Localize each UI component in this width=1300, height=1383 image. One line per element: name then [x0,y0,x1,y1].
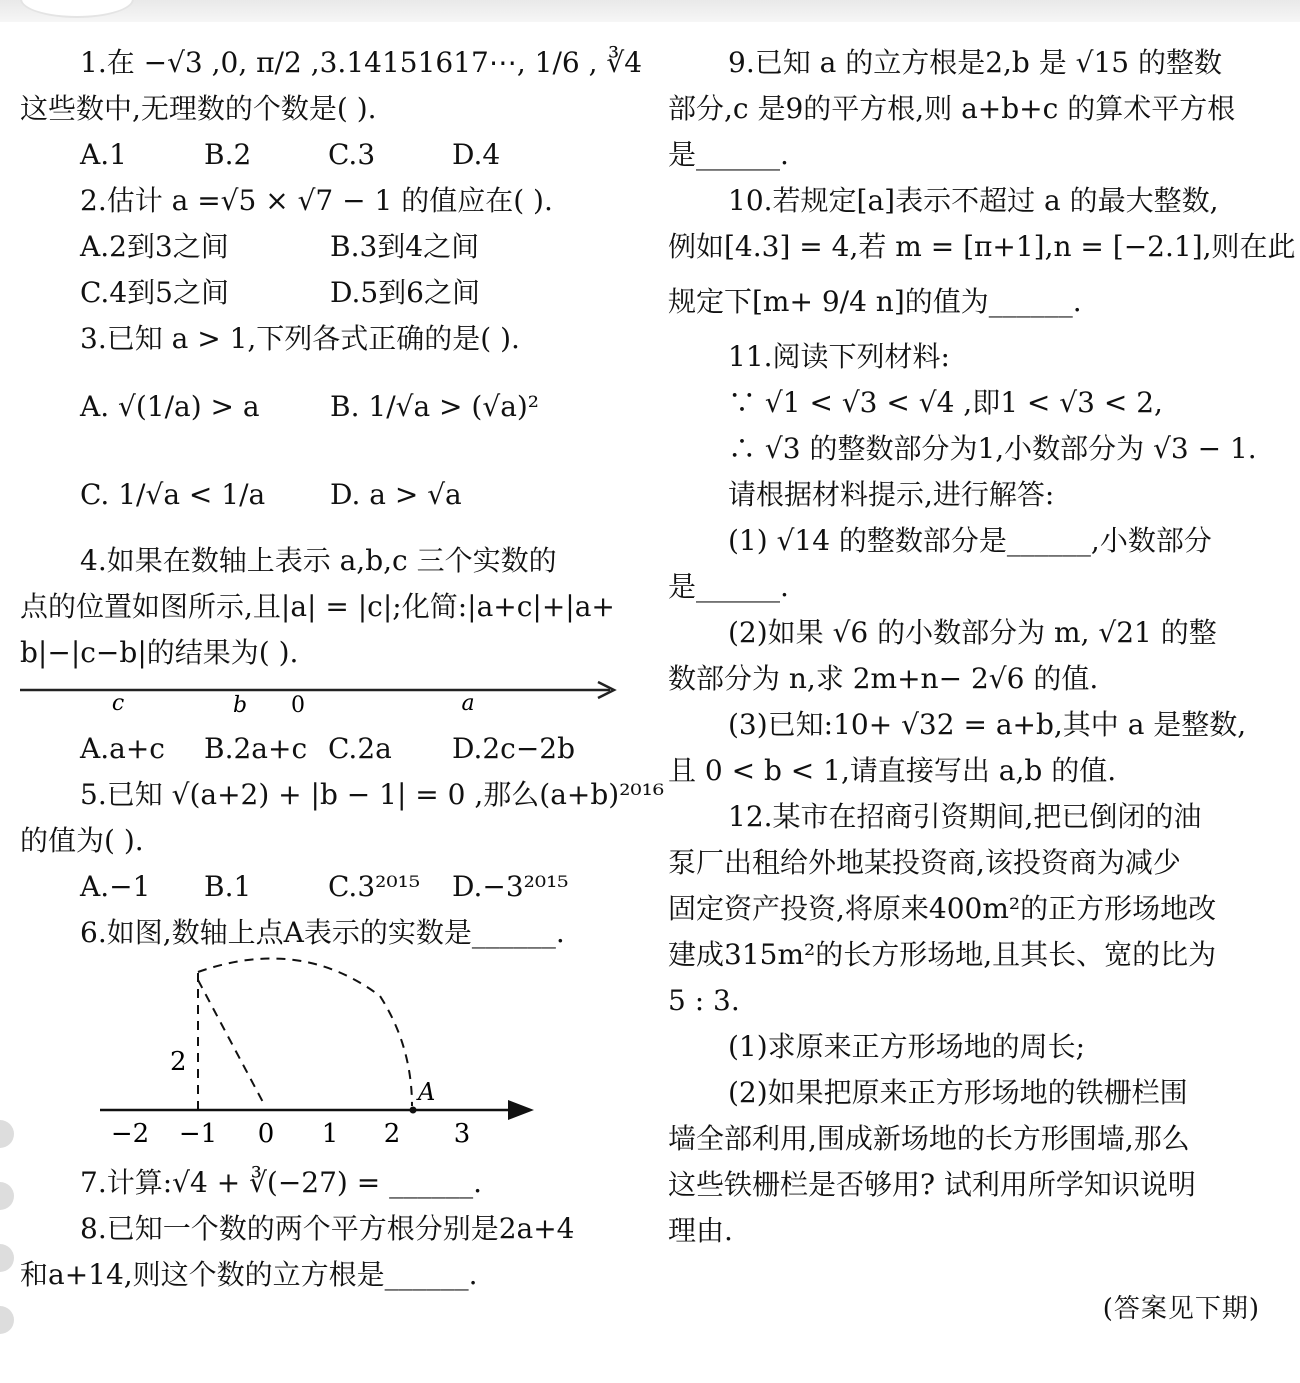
q3-option-a: A. √(1/a) > a [80,389,260,423]
q1-option-d: D.4 [452,138,501,171]
q9-line3: 是______. [668,138,789,171]
q12-sub1: (1)求原来正方形场地的周长; [728,1030,1086,1063]
left-column [20,40,665,1298]
q2-option-d: D.5到6之间 [330,276,480,309]
q8-line1: 8.已知一个数的两个平方根分别是2a+4 [80,1212,575,1245]
q11-part2-line2: 数部分为 n,求 2m+n− 2√6 的值. [668,662,1099,695]
q4-line3: b|−|c−b|的结果为( ). [20,636,299,669]
q2-options-row1 [20,224,620,270]
q3-option-c: C. 1/√a < 1/a [80,477,266,511]
q12-line1: 12.某市在招商引资期间,把已倒闭的油 [728,800,1202,833]
q4-option-c: C.2a [328,732,392,765]
q4-label-a: a [461,691,475,716]
q11-line2: ∴ √3 的整数部分为1,小数部分为 √3 − 1. [728,432,1257,465]
q3-option-b: B. 1/√a > (√a)² [330,389,540,423]
q5-options [20,864,620,910]
q2-options-row2 [20,270,620,316]
q12-line4: 建成315m²的长方形场地,且其长、宽的比为 [668,938,1217,971]
q4-options [20,726,620,772]
q11-title: 11.阅读下列材料: [728,340,950,373]
q4-option-b: B.2a+c [204,732,308,765]
q4-number-line [20,676,620,722]
q3-stem: 3.已知 a > 1,下列各式正确的是( ). [80,322,520,355]
q6-tick-neg1: −1 [178,1119,218,1149]
header-decoration [20,0,134,18]
q5-option-d: D.−3²⁰¹⁵ [452,870,569,903]
q5-option-c: C.3²⁰¹⁵ [328,870,421,903]
q7-stem: 7.计算:√4 + ∛(−27) = ______. [80,1166,483,1199]
q9-line1: 9.已知 a 的立方根是2,b 是 √15 的整数 [728,46,1223,79]
q5-option-b: B.1 [204,870,252,903]
binding-rings [0,1120,14,1350]
q6-point-a [410,1107,417,1114]
q9-line2: 部分,c 是9的平方根,则 a+b+c 的算术平方根 [668,92,1236,125]
q6-tick-2: 2 [383,1119,401,1149]
q11-part3-line1: (3)已知:10+ √32 = a+b,其中 a 是整数, [728,708,1247,741]
q12-sub2-line3: 这些铁栅栏是否够用? 试利用所学知识说明 [668,1168,1196,1201]
q3-options-row1 [20,362,620,450]
q4-label-zero: 0 [291,693,305,718]
q6-tick-3: 3 [453,1119,471,1149]
q6-tick-neg2: −2 [110,1119,150,1149]
q6-tick-0: 0 [257,1119,275,1149]
q11-part3-line2: 且 0 < b < 1,请直接写出 a,b 的值. [668,754,1117,787]
q6-height-label: 2 [170,1047,187,1077]
q1-option-c: C.3 [328,138,376,171]
q2-option-c: C.4到5之间 [80,276,229,309]
q12-sub2-line1: (2)如果把原来正方形场地的铁栅栏围 [728,1076,1188,1109]
q12-sub2-line4: 理由. [668,1214,733,1247]
q2-stem: 2.估计 a =√5 × √7 − 1 的值应在( ). [80,184,553,217]
q6-label-a: A [418,1078,436,1106]
q4-line2: 点的位置如图所示,且|a| = |c|;化简:|a+c|+|a+ [20,590,615,623]
q11-part2-line1: (2)如果 √6 的小数部分为 m, √21 的整 [728,616,1217,649]
q6-arc [198,959,412,1107]
q11-part1-line1: (1) √14 的整数部分是______,小数部分 [728,524,1212,557]
page-header-strip [0,0,1300,22]
q6-figure [20,956,620,1156]
q3-option-d: D. a > √a [330,477,462,511]
q2-option-a: A.2到3之间 [80,230,229,263]
q6-hypotenuse [198,980,265,1106]
q2-option-b: B.3到4之间 [330,230,480,263]
q12-line5: 5 : 3. [668,984,740,1017]
q11-line3: 请根据材料提示,进行解答: [728,478,1055,511]
q10-line2: 例如[4.3] = 4,若 m = [π+1],n = [−2.1],则在此 [668,230,1296,263]
q1-option-b: B.2 [204,138,252,171]
q10-line1: 10.若规定[a]表示不超过 a 的最大整数, [728,184,1219,217]
right-column [668,40,1296,1254]
q11-part1-line2: 是______. [668,570,789,603]
q11-line1: ∵ √1 < √3 < √4 ,即1 < √3 < 2, [728,386,1163,419]
q4-label-b: b [232,693,248,718]
q6-tick-1: 1 [321,1119,339,1149]
q5-line2: 的值为( ). [20,824,144,857]
q10-line3: 规定下[m+ 9/4 n]的值为______. [668,285,1082,318]
q6-stem: 6.如图,数轴上点A表示的实数是______. [80,916,565,949]
q3-options-row2 [20,450,620,538]
q5-option-a: A.−1 [80,870,151,903]
answer-note: (答案见下期) [1102,1294,1260,1324]
q1-options [20,132,620,178]
q4-option-a: A.a+c [80,732,165,765]
q4-label-c: c [111,691,125,716]
q12-line3: 固定资产投资,将原来400m²的正方形场地改 [668,892,1217,925]
q8-line2: 和a+14,则这个数的立方根是______. [20,1258,478,1291]
q1-line1: 1.在 −√3 ,0, π/2 ,3.14151617⋯, 1/6 , ∛4 [80,46,643,79]
q5-line1: 5.已知 √(a+2) + |b − 1| = 0 ,那么(a+b)²⁰¹⁶ [80,778,665,811]
q1-option-a: A.1 [80,138,127,171]
q1-line2: 这些数中,无理数的个数是( ). [20,92,377,125]
q12-line2: 泵厂出租给外地某投资商,该投资商为减少 [668,846,1181,879]
q4-option-d: D.2c−2b [452,732,576,765]
q6-axis-arrow [508,1100,534,1120]
q4-line1: 4.如果在数轴上表示 a,b,c 三个实数的 [80,544,557,577]
q12-sub2-line2: 墙全部利用,围成新场地的长方形围墙,那么 [668,1122,1190,1155]
